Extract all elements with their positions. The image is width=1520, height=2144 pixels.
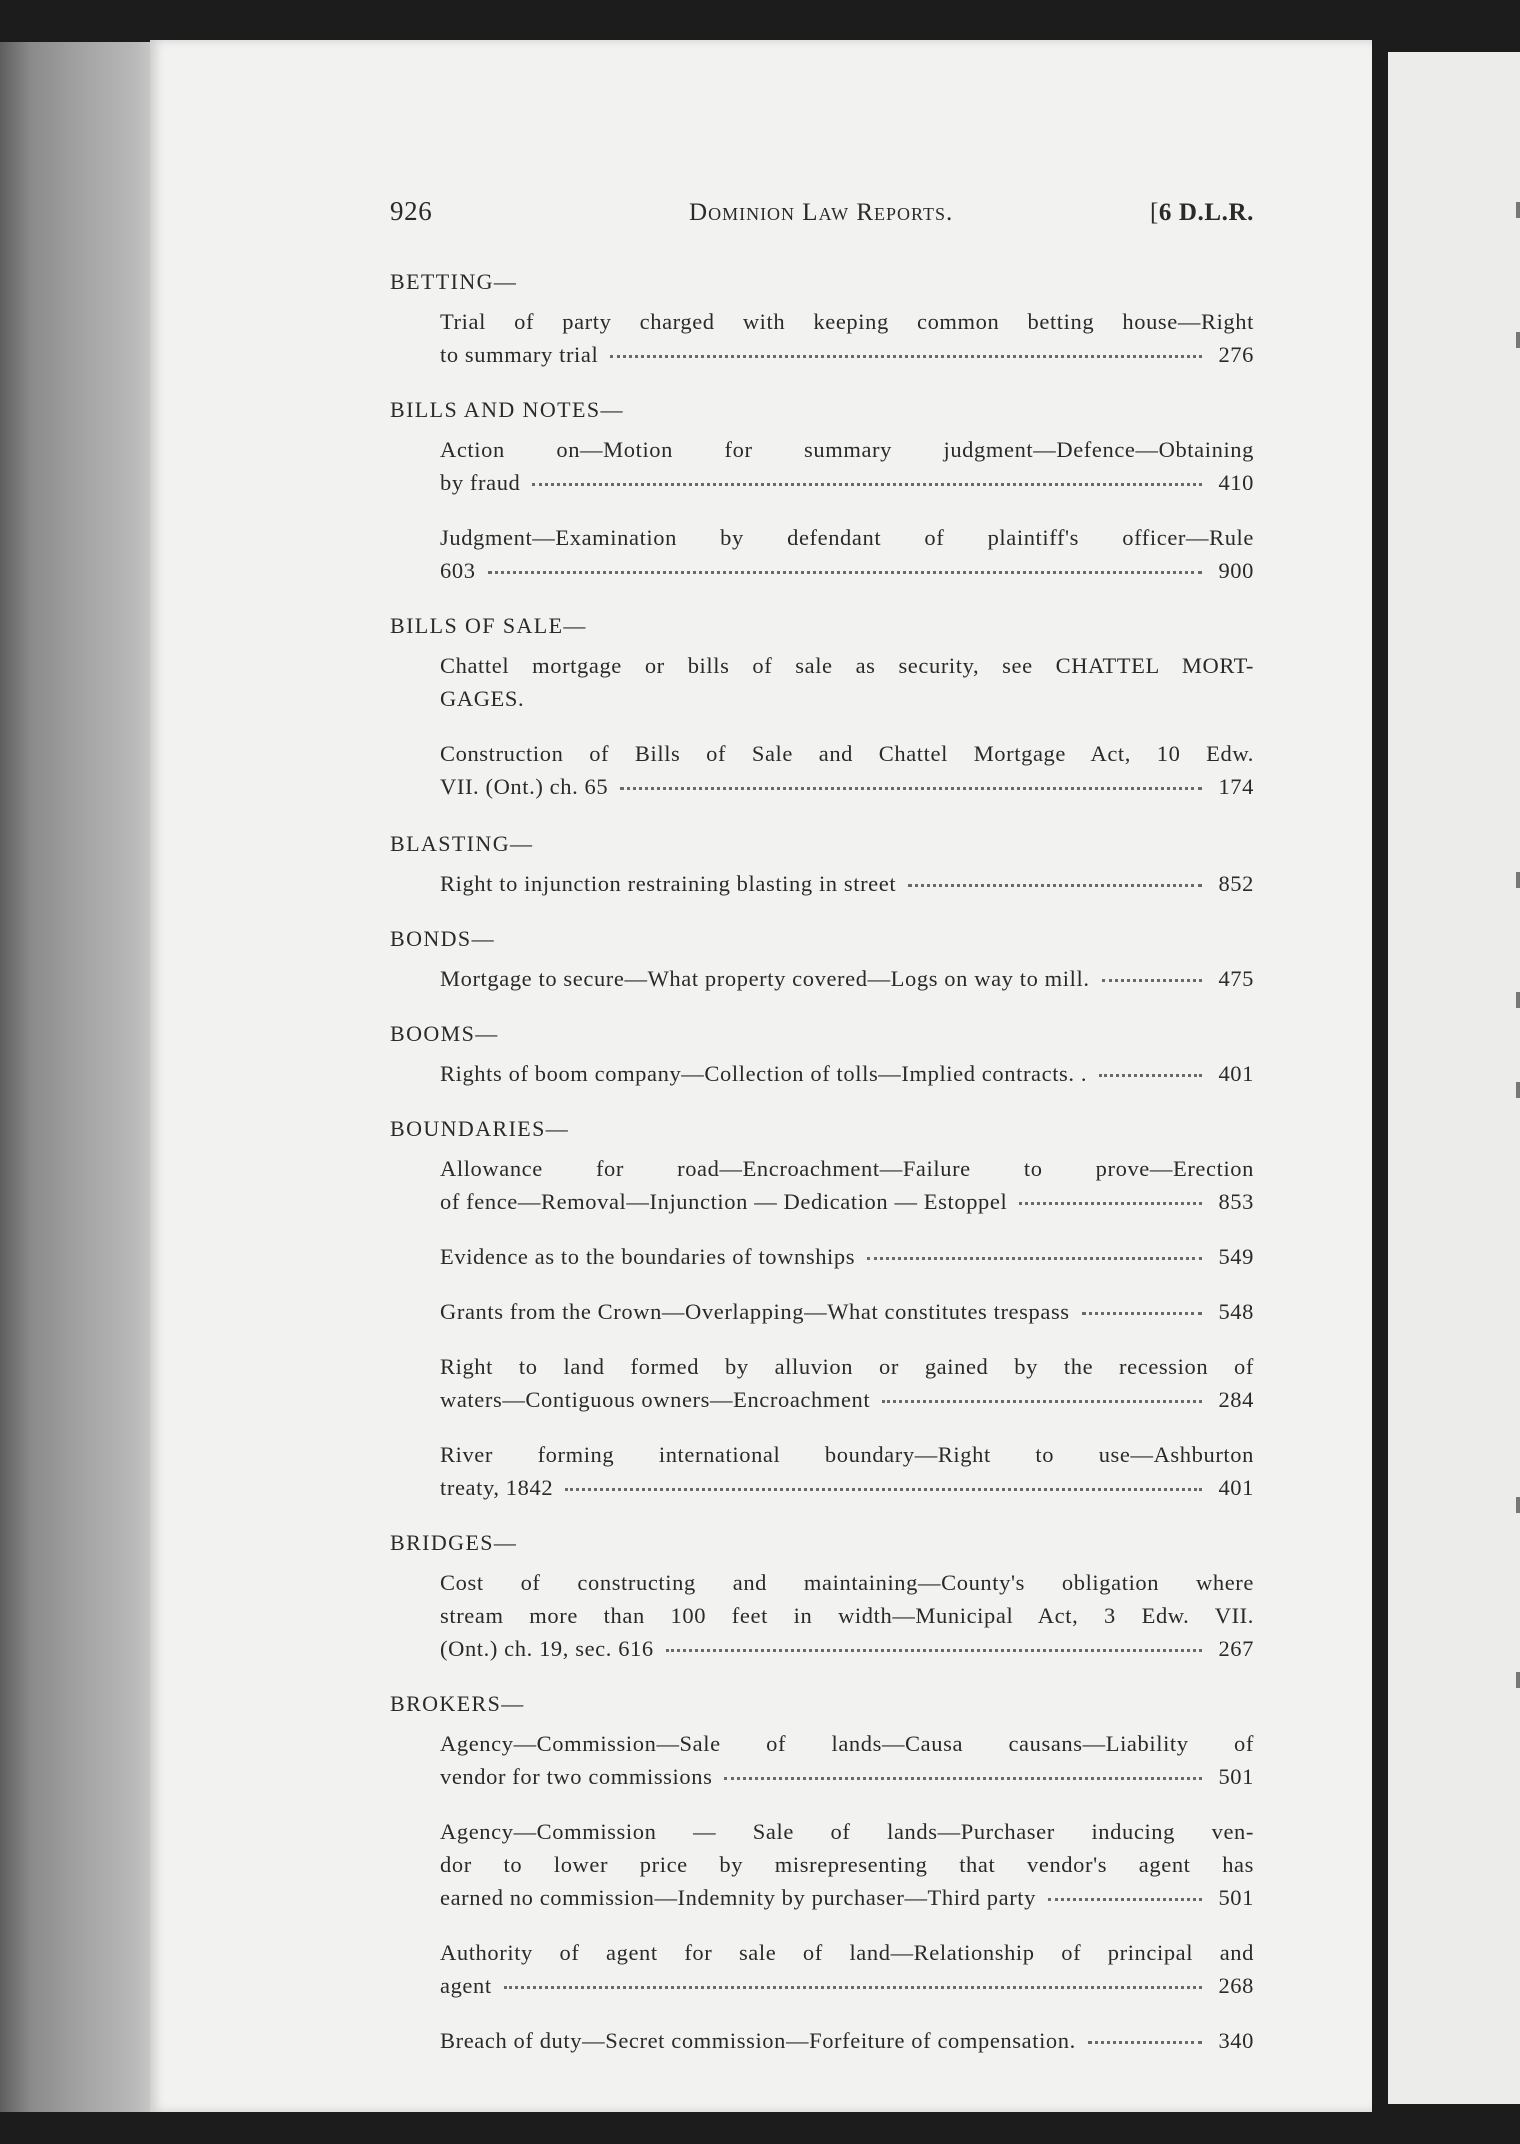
dot-leader — [908, 880, 1202, 887]
entry-text: Evidence as to the boundaries of townships — [440, 1244, 856, 1269]
entry-page-ref: 401 — [1218, 1061, 1254, 1086]
index-entry — [390, 1438, 1254, 1504]
entry-page-ref: 174 — [1218, 774, 1254, 799]
entry-last-line — [440, 2024, 1254, 2057]
entry-page-ref: 268 — [1218, 1973, 1254, 1998]
entry-text: Grants from the Crown—Overlapping—What constitutes trespass — [440, 1299, 1070, 1324]
entry-line: Authority of agent for sale of land—Relationship of principal and — [440, 1940, 1254, 1965]
entry-last-line — [440, 867, 1254, 900]
entry-last-line — [440, 1383, 1254, 1416]
index-sections — [390, 267, 1254, 2057]
section-heading: BOUNDARIES— — [390, 1116, 570, 1141]
section-heading: BRIDGES— — [390, 1530, 518, 1555]
entry-last-line — [440, 1632, 1254, 1665]
entry-page-ref: 401 — [1218, 1475, 1254, 1500]
entry-text: agent — [440, 1973, 492, 1998]
index-entry — [390, 649, 1254, 715]
entry-last-line — [440, 554, 1254, 587]
section-heading: BROKERS— — [390, 1691, 525, 1716]
dot-leader — [1048, 1894, 1202, 1901]
entry-last-line — [440, 1295, 1254, 1328]
entry-text: 603 — [440, 558, 476, 583]
entry-page-ref: 549 — [1218, 1244, 1254, 1269]
entry-page-ref: 410 — [1218, 470, 1254, 495]
running-head — [390, 196, 1254, 227]
entry-line: Construction of Bills of Sale and Chattel Mortgage Act, 10 Edw. — [440, 741, 1254, 766]
entry-line: Action on—Motion for summary judgment—Defence—Obtaining — [440, 437, 1254, 462]
index-entry — [390, 521, 1254, 587]
volume-label — [1150, 199, 1254, 227]
entry-text: Right to injunction restraining blasting in street — [440, 871, 897, 896]
entry-text: by fraud — [440, 470, 521, 495]
index-entry — [390, 433, 1254, 499]
entry-last-line — [440, 1760, 1254, 1793]
entry-page-ref: 267 — [1218, 1636, 1254, 1661]
page-content — [390, 196, 1254, 2081]
entry-page-ref: 276 — [1218, 342, 1254, 367]
entry-last-line — [440, 1057, 1254, 1090]
volume-bracket: [ — [1149, 199, 1159, 226]
entry-page-ref: 501 — [1218, 1885, 1254, 1910]
dot-leader — [532, 479, 1202, 486]
entry-line: River forming international boundary—Right to use—Ashburton — [440, 1442, 1254, 1467]
index-entry — [390, 1727, 1254, 1793]
index-entry — [390, 1295, 1254, 1328]
entry-text: Breach of duty—Secret commission—Forfeiture of compensation. — [440, 2028, 1076, 2053]
dot-leader — [488, 567, 1202, 574]
entry-last-line — [440, 466, 1254, 499]
entry-last-line — [440, 1185, 1254, 1218]
index-section — [390, 924, 1254, 995]
entry-line: Cost of constructing and maintaining—County's obligation where — [440, 1570, 1254, 1595]
entry-text: VII. (Ont.) ch. 65 — [440, 774, 609, 799]
index-entry — [390, 1152, 1254, 1218]
entry-page-ref: 900 — [1218, 558, 1254, 583]
section-heading: BOOMS— — [390, 1021, 499, 1046]
entry-text: Rights of boom company—Collection of tolls—Implied contracts. . — [440, 1061, 1088, 1086]
index-entry — [390, 867, 1254, 900]
index-entry — [390, 737, 1254, 803]
entry-line: Trial of party charged with keeping common betting house—Right — [440, 309, 1254, 334]
entry-line: Allowance for road—Encroachment—Failure to prove—Erection — [440, 1156, 1254, 1181]
entry-last-line — [440, 770, 1254, 803]
entry-text: treaty, 1842 — [440, 1475, 554, 1500]
index-section — [390, 267, 1254, 371]
index-entry — [390, 1936, 1254, 2002]
entry-line: dor to lower price by misrepresenting that vendor's agent has — [440, 1852, 1254, 1877]
page-number: 926 — [390, 196, 433, 226]
entry-page-ref: 852 — [1218, 871, 1254, 896]
dot-leader — [1019, 1198, 1202, 1205]
entry-line: Agency—Commission — Sale of lands—Purchaser inducing ven- — [440, 1819, 1254, 1844]
entry-line: Agency—Commission—Sale of lands—Causa causans—Liability of — [440, 1731, 1254, 1756]
index-entry — [390, 1057, 1254, 1090]
entry-line: Judgment—Examination by defendant of plaintiff's officer—Rule — [440, 525, 1254, 550]
entry-text: vendor for two commissions — [440, 1764, 713, 1789]
dot-leader — [610, 351, 1202, 358]
entry-last-line — [440, 1969, 1254, 2002]
index-section — [390, 1019, 1254, 1090]
entry-last-line — [440, 1471, 1254, 1504]
journal-title: Dominion Law Reports. — [689, 199, 954, 226]
dot-leader — [620, 783, 1202, 790]
entry-line: Right to land formed by alluvion or gained by the recession of — [440, 1354, 1254, 1379]
index-entry — [390, 1815, 1254, 1914]
section-heading: BETTING— — [390, 269, 518, 294]
volume-text: 6 D.L.R. — [1158, 199, 1254, 226]
entry-page-ref: 340 — [1218, 2028, 1254, 2053]
entry-page-ref: 475 — [1218, 966, 1254, 991]
book-page-edges — [0, 42, 152, 2112]
section-heading: BILLS OF SALE— — [390, 613, 587, 638]
dot-leader — [882, 1396, 1202, 1403]
index-section — [390, 611, 1254, 803]
dot-leader — [1099, 1070, 1202, 1077]
dot-leader — [1088, 2037, 1202, 2044]
index-entry — [390, 1350, 1254, 1416]
entry-page-ref: 853 — [1218, 1189, 1254, 1214]
index-section — [390, 395, 1254, 587]
facing-page-edge — [1388, 52, 1520, 2104]
entry-line: stream more than 100 feet in width—Municipal Act, 3 Edw. VII. — [440, 1603, 1254, 1628]
index-section — [390, 829, 1254, 900]
dot-leader — [1102, 975, 1202, 982]
index-section — [390, 1528, 1254, 1665]
index-entry — [390, 1240, 1254, 1273]
dot-leader — [504, 1982, 1202, 1989]
dot-leader — [724, 1773, 1202, 1780]
section-heading: BONDS— — [390, 926, 495, 951]
entry-text: earned no commission—Indemnity by purchaser—Third party — [440, 1885, 1036, 1910]
entry-text: of fence—Removal—Injunction — Dedication — Estoppel — [440, 1189, 1008, 1214]
entry-text: to summary trial — [440, 342, 599, 367]
index-entry — [390, 305, 1254, 371]
index-entry — [390, 962, 1254, 995]
section-heading: BLASTING— — [390, 831, 534, 856]
entry-last-line — [440, 1240, 1254, 1273]
index-entry — [390, 1566, 1254, 1665]
dot-leader — [867, 1253, 1202, 1260]
entry-page-ref: 501 — [1218, 1764, 1254, 1789]
dot-leader — [1082, 1308, 1202, 1315]
section-heading: BILLS AND NOTES— — [390, 397, 624, 422]
index-section — [390, 1114, 1254, 1504]
entry-line: Chattel mortgage or bills of sale as security, see CHATTEL MORT- — [440, 653, 1254, 678]
entry-last-line — [440, 1881, 1254, 1914]
index-entry — [390, 2024, 1254, 2057]
index-section — [390, 1689, 1254, 2057]
entry-text: Mortgage to secure—What property covered—Logs on way to mill. — [440, 966, 1090, 991]
dot-leader — [666, 1645, 1202, 1652]
entry-page-ref: 548 — [1218, 1299, 1254, 1324]
entry-last-line — [440, 962, 1254, 995]
entry-last-line — [440, 338, 1254, 371]
entry-text: (Ont.) ch. 19, sec. 616 — [440, 1636, 654, 1661]
entry-line: GAGES. — [440, 686, 525, 711]
entry-text: waters—Contiguous owners—Encroachment — [440, 1387, 871, 1412]
entry-page-ref: 284 — [1218, 1387, 1254, 1412]
dot-leader — [565, 1484, 1202, 1491]
